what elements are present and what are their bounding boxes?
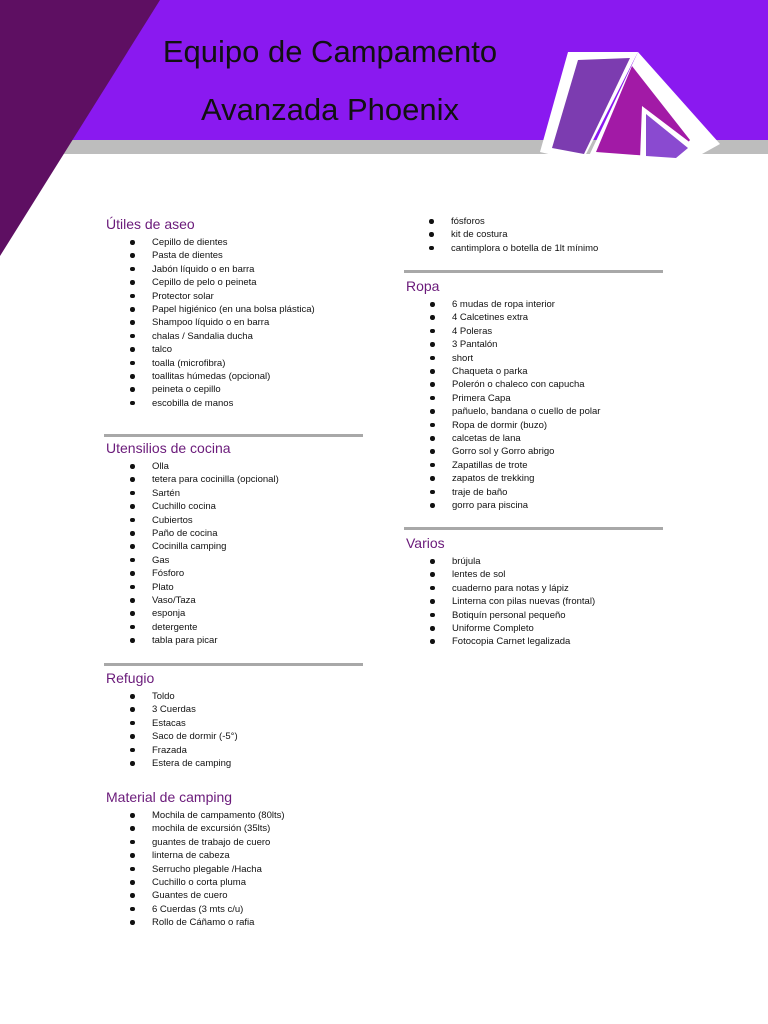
item-list	[406, 298, 600, 513]
list-item: peineta o cepillo	[106, 383, 315, 396]
list-item: Uniforme Completo	[406, 622, 595, 635]
list-item: Ropa de dormir (buzo)	[406, 419, 600, 432]
section-title: Ropa	[406, 278, 440, 294]
list-item: Cuchillo cocina	[106, 500, 279, 513]
list-item: Estera de camping	[106, 757, 238, 770]
list-item: guantes de trabajo de cuero	[106, 836, 285, 849]
list-item: calcetas de lana	[406, 432, 600, 445]
section-aseo	[106, 216, 315, 410]
list-item: Serrucho plegable /Hacha	[106, 863, 285, 876]
list-item: Papel higiénico (en una bolsa plástica)	[106, 303, 315, 316]
list-item: tetera para cocinilla (opcional)	[106, 473, 279, 486]
list-item: 6 Cuerdas (3 mts c/u)	[106, 903, 285, 916]
list-item: Primera Capa	[406, 392, 600, 405]
list-item: Botiquín personal pequeño	[406, 609, 595, 622]
list-item: brújula	[406, 555, 595, 568]
list-item: mochila de excursión (35lts)	[106, 822, 285, 835]
list-item: toallitas húmedas (opcional)	[106, 370, 315, 383]
list-item: escobilla de manos	[106, 397, 315, 410]
section-title: Refugio	[106, 670, 155, 686]
list-item: Toldo	[106, 690, 238, 703]
item-list	[406, 555, 595, 649]
section-material	[106, 789, 285, 930]
list-item: lentes de sol	[406, 568, 595, 581]
list-item: Saco de dormir (-5°)	[106, 730, 238, 743]
list-item: Paño de cocina	[106, 527, 279, 540]
list-item: Frazada	[106, 744, 238, 757]
item-list	[106, 460, 279, 648]
list-item: chalas / Sandalia ducha	[106, 330, 315, 343]
page-title-line-2: Avanzada Phoenix	[201, 92, 459, 127]
section-divider	[104, 663, 363, 666]
list-item: detergente	[106, 621, 279, 634]
item-list	[106, 690, 238, 770]
section-title: Útiles de aseo	[106, 216, 195, 232]
list-item: zapatos de trekking	[406, 472, 600, 485]
list-item: Cepillo de pelo o peineta	[106, 276, 315, 289]
section-title: Material de camping	[106, 789, 233, 805]
section-varios	[406, 535, 595, 649]
list-item: traje de baño	[406, 486, 600, 499]
list-item: Zapatillas de trote	[406, 459, 600, 472]
list-item: Chaqueta o parka	[406, 365, 600, 378]
list-item: Fotocopia Carnet legalizada	[406, 635, 595, 648]
list-item: Cocinilla camping	[106, 540, 279, 553]
list-item: 4 Poleras	[406, 325, 600, 338]
list-item: Linterna con pilas nuevas (frontal)	[406, 595, 595, 608]
list-item: talco	[106, 343, 315, 356]
list-item: Gorro sol y Gorro abrigo	[406, 445, 600, 458]
list-item: cantimplora o botella de 1lt mínimo	[405, 242, 598, 255]
list-item: 3 Pantalón	[406, 338, 600, 351]
list-item: 6 mudas de ropa interior	[406, 298, 600, 311]
list-item: Cepillo de dientes	[106, 236, 315, 249]
list-item: 4 Calcetines extra	[406, 311, 600, 324]
list-item: Sartén	[106, 487, 279, 500]
section-ropa	[406, 278, 600, 513]
list-item: Estacas	[106, 717, 238, 730]
list-item: Cubiertos	[106, 514, 279, 527]
section-continuacion	[405, 215, 598, 255]
item-list	[106, 809, 285, 930]
list-item: Shampoo líquido o en barra	[106, 316, 315, 329]
page-title-line-1: Equipo de Campamento	[162, 34, 498, 69]
list-item: Plato	[106, 581, 279, 594]
item-list	[106, 236, 315, 410]
list-item: short	[406, 352, 600, 365]
list-item: kit de costura	[405, 228, 598, 241]
item-list	[405, 215, 598, 255]
list-item: linterna de cabeza	[106, 849, 285, 862]
list-item: pañuelo, bandana o cuello de polar	[406, 405, 600, 418]
list-item: Mochila de campamento (80lts)	[106, 809, 285, 822]
list-item: toalla (microfibra)	[106, 357, 315, 370]
section-cocina	[106, 440, 279, 648]
list-item: Protector solar	[106, 290, 315, 303]
list-item: Guantes de cuero	[106, 889, 285, 902]
list-item: Olla	[106, 460, 279, 473]
list-item: Fósforo	[106, 567, 279, 580]
list-item: Rollo de Cáñamo o rafia	[106, 916, 285, 929]
list-item: Cuchillo o corta pluma	[106, 876, 285, 889]
list-item: gorro para piscina	[406, 499, 600, 512]
list-item: Polerón o chaleco con capucha	[406, 378, 600, 391]
section-divider	[404, 527, 663, 530]
list-item: tabla para picar	[106, 634, 279, 647]
list-item: fósforos	[405, 215, 598, 228]
section-title: Utensilios de cocina	[106, 440, 231, 456]
list-item: Pasta de dientes	[106, 249, 315, 262]
list-item: esponja	[106, 607, 279, 620]
section-refugio	[106, 670, 238, 770]
section-divider	[104, 434, 363, 437]
list-item: 3 Cuerdas	[106, 703, 238, 716]
list-item: Vaso/Taza	[106, 594, 279, 607]
list-item: Gas	[106, 554, 279, 567]
section-divider	[404, 270, 663, 273]
section-title: Varios	[406, 535, 445, 551]
list-item: Jabón líquido o en barra	[106, 263, 315, 276]
list-item: cuaderno para notas y lápiz	[406, 582, 595, 595]
